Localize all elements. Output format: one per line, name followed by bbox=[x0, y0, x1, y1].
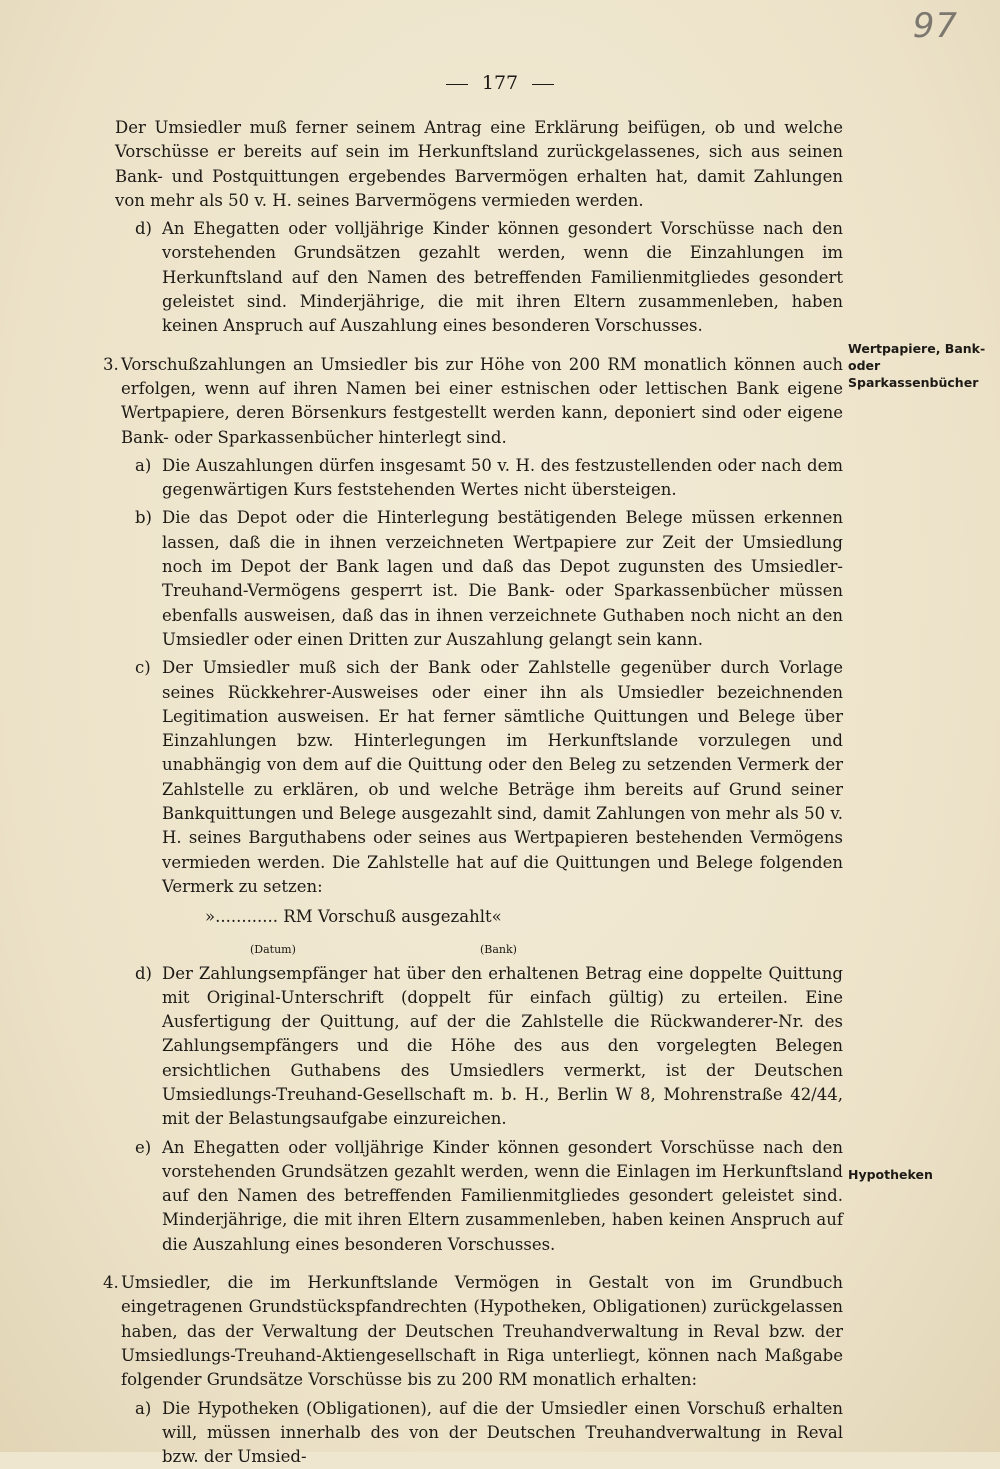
section-3-label: 3. bbox=[103, 354, 119, 374]
quote-labels bbox=[115, 932, 843, 958]
quote-label-bank: (Bank) bbox=[480, 942, 517, 956]
list-item-3b bbox=[115, 506, 843, 652]
page-number-text: 177 bbox=[481, 72, 519, 94]
list-item-2d bbox=[115, 217, 843, 338]
pencil-page-number: 97 bbox=[912, 6, 958, 46]
item-text: Der Umsiedler muß sich der Bank oder Zahlstelle gegenüber durch Vorlage seines Rückkehrer-Ausweises oder einer ihn als Umsiedler bezeichnenden Legitimation ausweisen. Er hat ferner sämtliche Quittungen und Belege über Einzahlungen bzw. Hinterlegungen im Herkunftslande vorzulegen und unabhängig von dem auf die Quittung oder den Beleg zu setzenden Vermerk der Zahlstelle zu erklären, ob und welche Beträge ihm bereits auf Grund seiner Bankquittungen und Belege ausgezahlt sind, damit Zahlungen von mehr als 50 v. H. seines Barguthabens oder seines aus Wertpapieren bestehenden Vermögens vermieden werden. Die Zahlstelle hat auf die Quittungen und Belege folgenden Vermerk zu setzen: bbox=[162, 658, 843, 896]
section-3-text: Vorschußzahlungen an Umsiedler bis zur Höhe von 200 RM monatlich können auch erfolgen, wenn auf ihren Namen bei einer estnischen oder lettischen Bank eigene Wertpapiere, deren Börsenkurs festgestellt werden kann, deponiert sind oder eigene Bank- oder Sparkassenbücher hinterlegt sind. bbox=[121, 354, 843, 447]
item-label: a) bbox=[135, 455, 152, 475]
item-text: Die Auszahlungen dürfen insgesamt 50 v. H. des festzustellenden oder nach dem gegenwärtigen Kurs feststehenden Wertes nicht übersteigen. bbox=[162, 455, 843, 500]
item-text: Die Hypotheken (Obligationen), auf die der Umsiedler einen Vorschuß erhalten will, müssen innerhalb des von der Deutschen Treuhandverwaltung in Reval bzw. der Umsied- bbox=[162, 1398, 843, 1467]
section-4 bbox=[103, 1271, 843, 1392]
section-4-label: 4. bbox=[103, 1273, 119, 1293]
item-label: b) bbox=[135, 508, 152, 528]
section-3 bbox=[103, 353, 843, 450]
dash-right bbox=[532, 84, 554, 85]
item-label: a) bbox=[135, 1398, 152, 1418]
item-label: c) bbox=[135, 658, 151, 678]
item-text: An Ehegatten oder volljährige Kinder können gesondert Vorschüsse nach den vorstehenden Grundsätzen gezahlt werden, wenn die Einlagen im Herkunftsland auf den Namen des betreffenden Familienmitgliedes gesondert geleistet sind. Minderjährige, die mit ihren Eltern zusammenleben, haben keinen Anspruch auf die Auszahlung eines besonderen Vorschusses. bbox=[162, 1137, 843, 1254]
item-text: An Ehegatten oder volljährige Kinder können gesondert Vorschüsse nach den vorstehenden Grundsätzen gezahlt werden, wenn die Einzahlungen im Herkunftsland auf den Namen des betreffenden Familienmitgliedes gesondert geleistet sind. Minderjährige, die mit ihren Eltern zusammenleben, haben keinen Anspruch auf Auszahlung eines besonderen Vorschusses. bbox=[162, 219, 843, 336]
dash-left bbox=[446, 84, 468, 85]
margin-note-wertpapiere: Wertpapiere, Bank- oder Sparkassenbücher bbox=[848, 341, 986, 390]
list-item-3e bbox=[115, 1136, 843, 1257]
intro-paragraph: Der Umsiedler muß ferner seinem Antrag eine Erklärung beifügen, ob und welche Vorschüsse er bereits auf sein im Herkunftsland zurückgelassenes, sich aus seinen Bank- und Postquittungen ergebendes Barvermögen erhalten hat, damit Zahlungen von mehr als 50 v. H. seines Barvermögens vermieden werden. bbox=[115, 118, 843, 210]
quote-stamp: »............ RM Vorschuß ausgezahlt« bbox=[205, 907, 502, 927]
item-text: Der Zahlungsempfänger hat über den erhaltenen Betrag eine doppelte Quittung mit Original-Unterschrift (doppelt für einfach gültig) zu erteilen. Eine Ausfertigung der Quittung, auf der die Zahlstelle die Rückwanderer-Nr. des Zahlungsempfängers und die Höhe des aus den vorgelegten Belegen ersichtlichen Guthabens des Umsiedlers vermerkt, ist der Deutschen Umsiedlungs-Treuhand-Gesellschaft m. b. H., Berlin W 8, Mohrenstraße 42/44, mit der Belastungsaufgabe einzureichen. bbox=[162, 963, 843, 1129]
list-item-3a bbox=[115, 454, 843, 503]
page-number bbox=[0, 72, 1000, 94]
section-4-text: Umsiedler, die im Herkunftslande Vermögen in Gestalt von im Grundbuch eingetragenen Grundstückspfandrechten (Hypotheken, Obligationen) zurückgelassen haben, das der Verwaltung der Deutschen Treuhandverwaltung in Reval bzw. der Umsiedlungs-Treuhand-Aktiengesellschaft in Riga unterliegt, können nach Maßgabe folgender Grundsätze Vorschüsse bis zu 200 RM monatlich erhalten: bbox=[121, 1273, 843, 1390]
item-text: Die das Depot oder die Hinterlegung bestätigenden Belege müssen erkennen lassen, daß die in ihnen verzeichneten Wertpapiere zur Zeit der Umsiedlung noch im Depot der Bank lagen und daß das Depot zugunsten des Umsiedler-Treuhand-Vermögens gesperrt ist. Die Bank- oder Sparkassenbücher müssen ebenfalls ausweisen, daß das in ihnen verzeichnete Guthaben noch nicht an den Umsiedler oder einen Dritten zur Auszahlung gelangt sein kann. bbox=[162, 508, 843, 649]
list-item-3c bbox=[115, 656, 843, 899]
list-item-4a bbox=[115, 1397, 843, 1469]
list-item-3d bbox=[115, 962, 843, 1132]
item-label: d) bbox=[135, 219, 152, 239]
document-body bbox=[103, 116, 843, 1469]
item-label: e) bbox=[135, 1137, 152, 1157]
item-label: d) bbox=[135, 963, 152, 983]
quote-label-date: (Datum) bbox=[250, 942, 296, 956]
margin-note-hypotheken: Hypotheken bbox=[848, 1167, 933, 1182]
